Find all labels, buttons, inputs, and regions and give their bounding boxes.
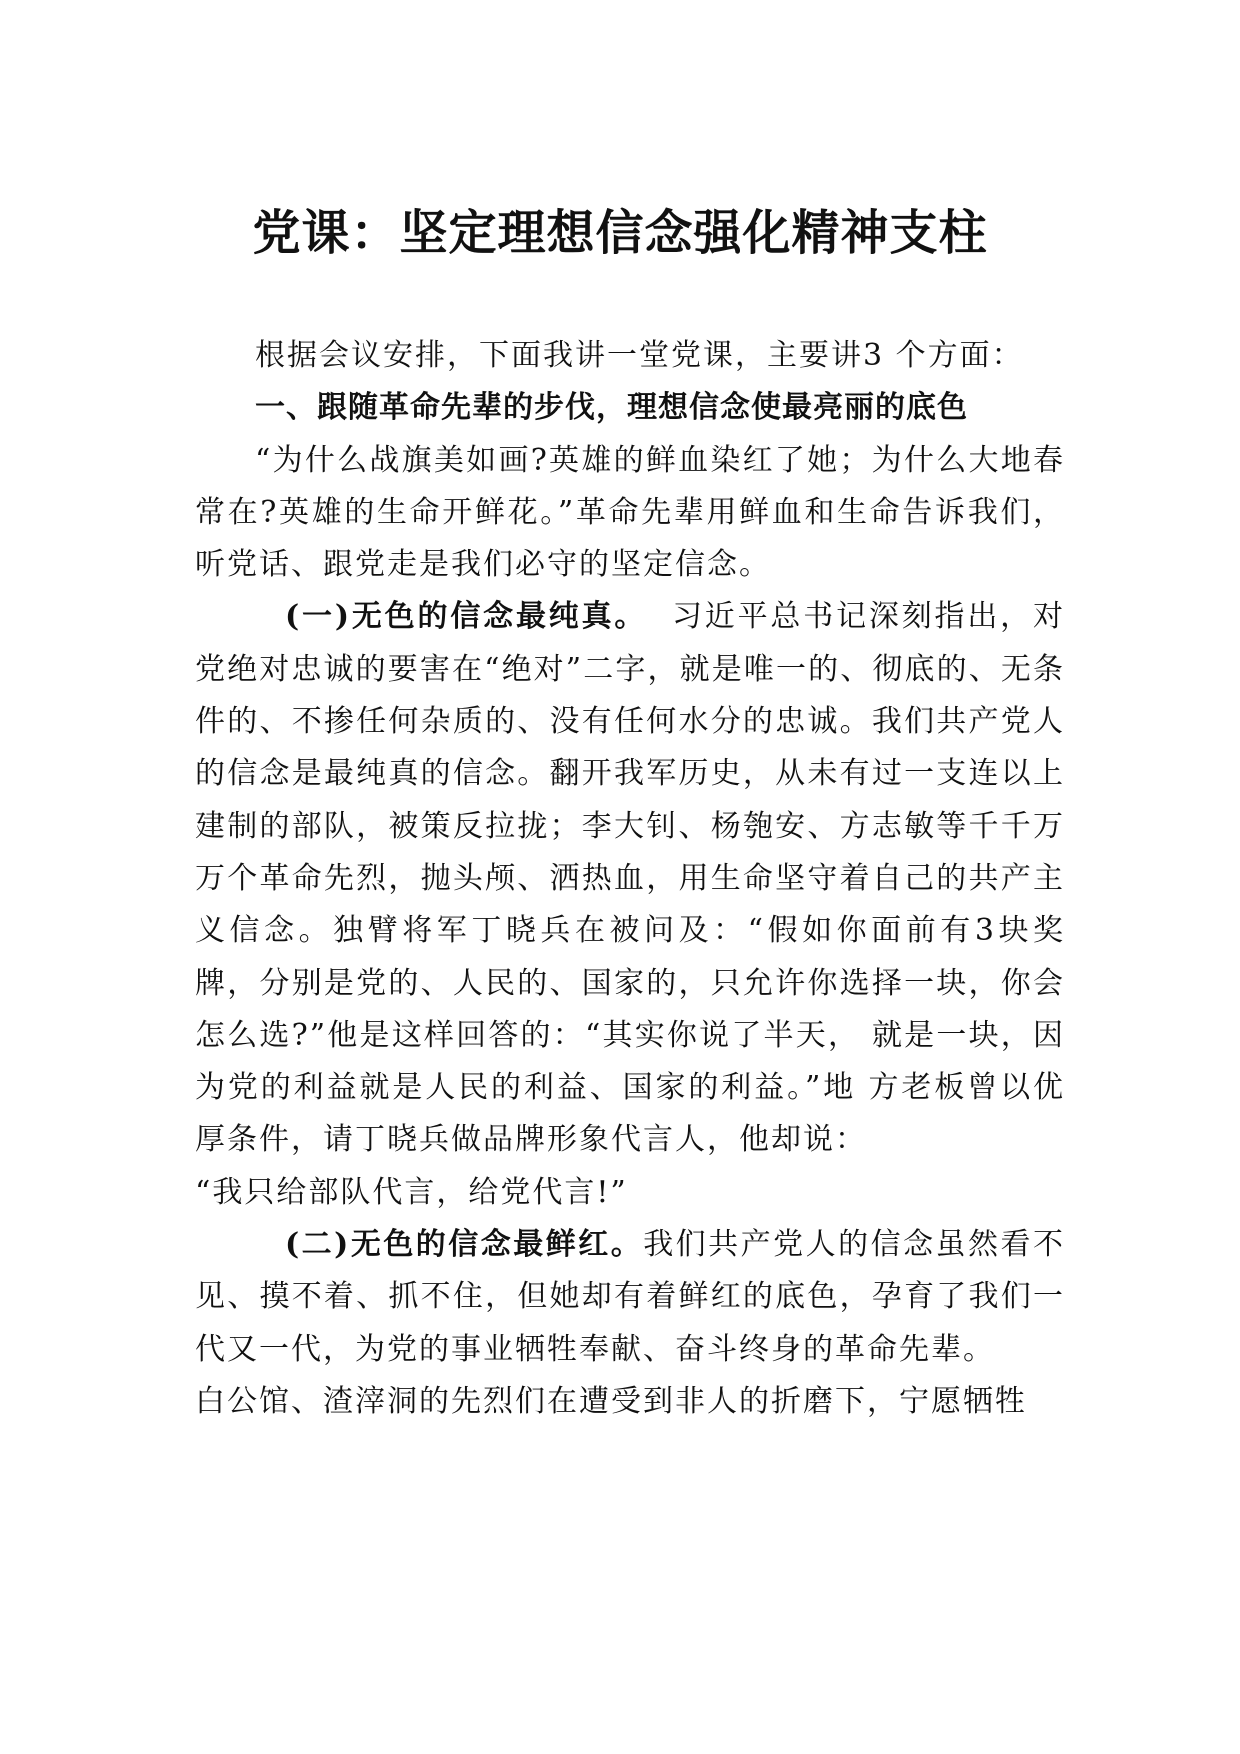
subsection-2-continuation: 白公馆、渣滓洞的先烈们在遭受到非人的折磨下，宁愿牺牲	[195, 1383, 1027, 1419]
subsection-2-paragraph	[195, 1219, 1065, 1376]
subsection-1-paragraph	[195, 591, 1065, 1166]
subsection-1-heading: (一)无色的信念最纯真。	[285, 599, 648, 635]
subsection-2-heading: (二)无色的信念最鲜红。	[285, 1227, 644, 1263]
quote-paragraph: “为什么战旗美如画?英雄的鲜血染红了她；为什么大地春常在?英雄的生命开鲜花。”革命先辈用鲜血和生命告诉我们，听党话、跟党走是我们必守的坚定信念。	[195, 442, 1065, 583]
document-title: 党课：坚定理想信念强化精神支柱	[252, 205, 988, 261]
section-1-heading: 一、跟随革命先辈的步伐，理想信念使最亮丽的底色	[255, 390, 968, 426]
document-body	[195, 330, 1065, 1428]
subsection-2-text: 我们共产党人的信念虽然看不见、摸不着、抓不住，但她却有着鲜红的底色，孕育了我们一代又一代，为党的事业牺牲奉献、奋斗终身的革命先辈。	[195, 1227, 1066, 1367]
intro-paragraph: 根据会议安排，下面我讲一堂党课，主要讲3 个方面：	[255, 338, 1024, 373]
subsection-1-text: 习近平总书记深刻指出，对党绝对忠诚的要害在“绝对”二字，就是唯一的、彻底的、无条件的、不掺任何杂质的、没有任何水分的忠诚。我们共产党人的信念是最纯真的信念。翻开我军历史，从未有过一支连以上建制的部队，被策反拉拢；李大钊、杨匏安、方志敏等千千万万个革命先烈，抛头颅、洒热血，用生命坚守着自己的共产主义信念。独臂将军丁晓兵在被问及：“假如你面前有3块奖牌，分别是党的、人民的、国家的，只允许你选择一块，你会怎么选?”他是这样回答的：“其实你说了半天， 就是一块，因为党的利益就是人民的利益、国家的利益。”地 方老板曾以优厚条件，请丁晓兵做品牌形象代言人，他却说：	[195, 599, 1066, 1158]
subsection-1-quote: “我只给部队代言，给党代言!”	[195, 1174, 628, 1210]
